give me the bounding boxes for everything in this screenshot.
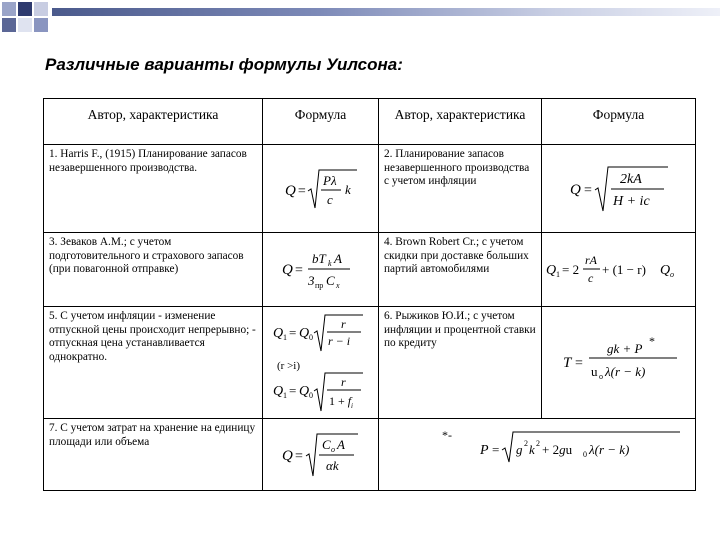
condition-note: (r >i): [276, 359, 300, 372]
svg-text:A: A: [336, 436, 345, 452]
formula-inflation-cases: [271, 311, 371, 415]
svg-text:r − i: r − i: [327, 333, 350, 348]
svg-text:C: C: [325, 272, 335, 288]
svg-text:αk: αk: [325, 457, 339, 473]
formula-cell: [542, 307, 696, 419]
formula-inflation: [564, 161, 674, 217]
svg-text:=: =: [583, 182, 592, 198]
svg-text:Q: Q: [569, 181, 581, 198]
svg-text:=: =: [574, 355, 583, 371]
formula-cell: [542, 233, 696, 307]
svg-text:rA: rA: [584, 252, 597, 267]
header-author: Автор, характеристика: [44, 99, 263, 145]
svg-text:c: c: [326, 191, 333, 207]
formula-brown: [546, 248, 692, 292]
svg-text:0: 0: [308, 332, 313, 342]
svg-text:Q: Q: [298, 325, 309, 341]
svg-text:2: 2: [524, 439, 528, 448]
formula-ryzhikov: [549, 331, 689, 395]
formula-footnote: [480, 428, 690, 468]
svg-text:3: 3: [307, 272, 314, 288]
deco-square: [34, 2, 48, 16]
svg-text:Q: Q: [298, 383, 309, 399]
svg-text:=: =: [492, 442, 500, 457]
table-row: [44, 233, 696, 307]
formula-zevakov: [278, 244, 364, 296]
svg-text:0: 0: [308, 390, 313, 400]
svg-text:i: i: [350, 401, 353, 410]
svg-text:bT: bT: [311, 250, 326, 266]
svg-text:u: u: [590, 363, 597, 379]
svg-text:g: g: [516, 442, 523, 457]
svg-text:=: =: [294, 262, 303, 278]
svg-text:c: c: [587, 270, 593, 285]
formula-cell: [263, 307, 379, 419]
svg-text:1: 1: [282, 390, 287, 400]
svg-text:=: =: [294, 448, 303, 464]
svg-text:+ 2gu: + 2gu: [542, 442, 573, 457]
row-description: 3. Зеваков А.М.; с учетом подготовительного и страхового запасов (при повагонной отправке): [44, 233, 263, 307]
svg-text:λ(r − k): λ(r − k): [604, 363, 645, 379]
svg-text:Pλ: Pλ: [322, 172, 337, 188]
svg-text:=: =: [296, 183, 306, 199]
formula-cell: [263, 233, 379, 307]
svg-text:o: o: [669, 269, 674, 279]
svg-text:P: P: [480, 443, 489, 458]
table-row: [44, 307, 696, 419]
svg-text:k: k: [327, 258, 332, 268]
svg-text:Q: Q: [281, 261, 293, 278]
svg-text:A: A: [333, 250, 342, 266]
table-row: [44, 419, 696, 491]
footnote-marker: *-: [442, 428, 452, 442]
svg-text:H + ic: H + ic: [612, 193, 650, 209]
svg-text:=: =: [288, 382, 296, 398]
svg-text:λ(r − k): λ(r − k): [589, 442, 630, 457]
row-description: 2. Планирование запасов незавершенного производства с учетом инфляции: [379, 145, 542, 233]
page-title: Различные варианты формулы Уилсона:: [45, 55, 403, 74]
header-formula: Формула: [263, 99, 379, 145]
deco-square: [18, 2, 32, 16]
svg-text:Q: Q: [272, 325, 283, 341]
row-description: 4. Brown Robert Cr.; с учетом скидки при доставке больших партий автомобилями: [379, 233, 542, 307]
svg-text:=: =: [288, 324, 296, 340]
svg-text:2: 2: [536, 439, 540, 448]
svg-text:o: o: [598, 371, 603, 381]
header-formula: Формула: [542, 99, 696, 145]
svg-text:1 + f: 1 + f: [328, 393, 351, 408]
row-description: 7. С учетом затрат на хранение на единицу площади или объема: [44, 419, 263, 491]
slide-decoration: [0, 0, 720, 40]
formula-table: [43, 98, 696, 491]
row-description: 6. Рыжиков Ю.И.; с учетом инфляции и процентной ставки по кредиту: [379, 307, 542, 419]
deco-square: [2, 2, 16, 16]
svg-text:1: 1: [282, 332, 287, 342]
table-header-row: [44, 99, 696, 145]
svg-text:пр: пр: [314, 280, 323, 290]
svg-text:*: *: [648, 333, 655, 348]
formula-storage-area: [278, 428, 364, 482]
table-row: [44, 145, 696, 233]
formula-cell: [542, 145, 696, 233]
formula-cell-wide: [379, 419, 696, 491]
svg-text:Q: Q: [272, 383, 283, 399]
header-author: Автор, характеристика: [379, 99, 542, 145]
svg-text:Q: Q: [284, 182, 296, 199]
svg-text:k: k: [529, 442, 535, 457]
svg-text:k: k: [344, 181, 351, 197]
deco-square: [18, 18, 32, 32]
svg-text:1: 1: [555, 269, 560, 279]
deco-square: [34, 18, 48, 32]
svg-text:o: o: [330, 444, 335, 454]
svg-text:Q: Q: [545, 262, 556, 278]
svg-text:+ (1 − r): + (1 − r): [601, 261, 646, 277]
svg-text:C: C: [321, 436, 331, 452]
deco-square: [2, 18, 16, 32]
formula-cell: [263, 145, 379, 233]
svg-text:r: r: [340, 316, 346, 331]
svg-text:0: 0: [583, 450, 587, 459]
svg-text:= 2: = 2: [561, 261, 579, 277]
svg-text:Q: Q: [281, 447, 293, 464]
svg-text:gk + P: gk + P: [606, 340, 642, 356]
svg-text:2kA: 2kA: [619, 171, 642, 187]
svg-text:T: T: [562, 354, 571, 371]
svg-text:Q: Q: [659, 262, 670, 278]
formula-harris: [281, 164, 361, 214]
row-description: 5. С учетом инфляции - изменение отпускной цены происходит непрерывно; - отпускная цена устанавливается однократно.: [44, 307, 263, 419]
row-description: 1. Harris F., (1915) Планирование запасов незавершенного производства.: [44, 145, 263, 233]
svg-text:r: r: [340, 374, 346, 389]
formula-cell: [263, 419, 379, 491]
svg-text:x: x: [335, 280, 340, 290]
deco-gradient-band: [52, 8, 720, 16]
